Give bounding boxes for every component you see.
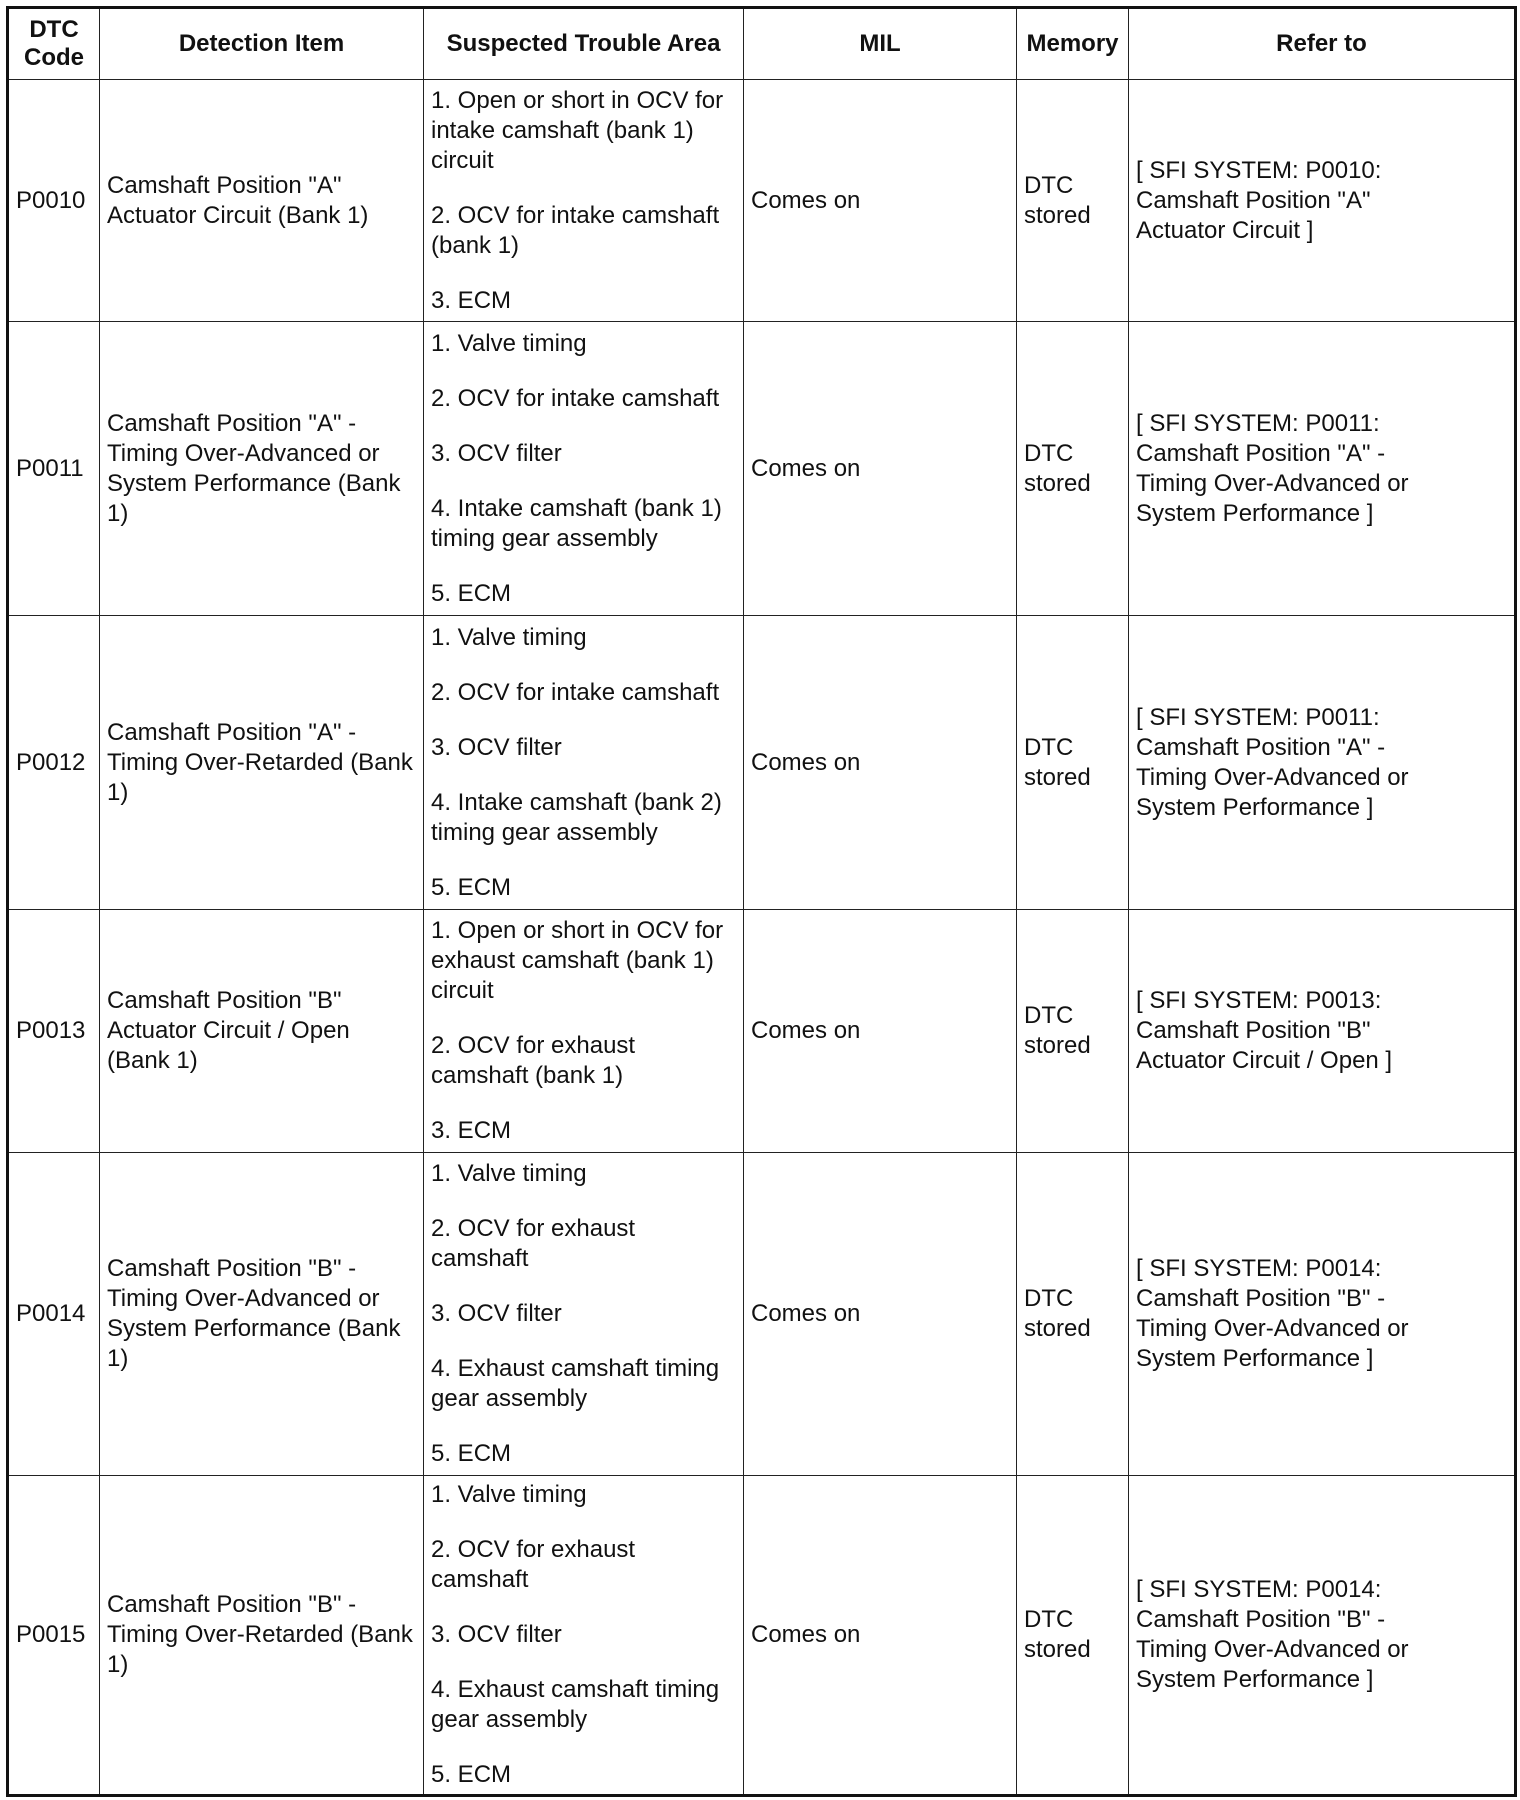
trouble-area-item: 5. ECM bbox=[431, 873, 512, 901]
mil-status: Comes on bbox=[744, 910, 1017, 1153]
detection-item: Camshaft Position "B" Actuator Circuit / Open (Bank 1) bbox=[100, 910, 424, 1153]
memory-line: DTC bbox=[1024, 439, 1074, 467]
table-row bbox=[8, 616, 1516, 910]
memory-status bbox=[1017, 80, 1129, 322]
memory-line: DTC bbox=[1024, 1285, 1074, 1312]
refer-line: System Performance ] bbox=[1136, 1666, 1374, 1693]
table-row bbox=[8, 1153, 1516, 1476]
detection-item: Camshaft Position "A" - Timing Over-Retarded (Bank 1) bbox=[100, 616, 424, 910]
trouble-area-item: 4. Exhaust camshaft timing gear assembly bbox=[431, 1355, 720, 1412]
header-suspected-trouble-area: Suspected Trouble Area bbox=[424, 8, 744, 80]
trouble-area-item: 4. Intake camshaft (bank 1) timing gear assembly bbox=[431, 494, 722, 552]
refer-line: Timing Over-Advanced or bbox=[1136, 1315, 1409, 1342]
refer-line: [ SFI SYSTEM: P0011: bbox=[1136, 703, 1380, 731]
refer-line: Timing Over-Advanced or bbox=[1136, 469, 1409, 497]
trouble-area-item: 3. ECM bbox=[431, 286, 512, 314]
memory-line: stored bbox=[1024, 763, 1091, 791]
header-dtc-code: DTC Code bbox=[8, 8, 100, 80]
memory-line: stored bbox=[1024, 201, 1091, 229]
trouble-area-item: 5. ECM bbox=[431, 1440, 512, 1467]
detection-item: Camshaft Position "A" - Timing Over-Advanced or System Performance (Bank 1) bbox=[100, 322, 424, 616]
suspected-trouble-area bbox=[424, 1153, 744, 1476]
memory-status bbox=[1017, 1153, 1129, 1476]
trouble-area-item: 2. OCV for intake camshaft bbox=[431, 678, 720, 706]
trouble-area-item: 1. Valve timing bbox=[431, 1481, 587, 1508]
memory-status bbox=[1017, 616, 1129, 910]
trouble-area-item: 1. Valve timing bbox=[431, 623, 587, 651]
refer-to-link[interactable] bbox=[1129, 80, 1516, 322]
refer-line: Camshaft Position "A" bbox=[1136, 186, 1371, 214]
memory-status bbox=[1017, 322, 1129, 616]
table-row bbox=[8, 80, 1516, 322]
trouble-area-item: 1. Valve timing bbox=[431, 1160, 587, 1187]
refer-line: Camshaft Position "B" - bbox=[1136, 1606, 1386, 1633]
suspected-trouble-area bbox=[424, 910, 744, 1153]
refer-line: Camshaft Position "B" bbox=[1136, 1017, 1371, 1044]
dtc-code: P0012 bbox=[8, 616, 100, 910]
refer-line: Camshaft Position "A" - bbox=[1136, 439, 1386, 467]
mil-status: Comes on bbox=[744, 80, 1017, 322]
refer-to-link[interactable] bbox=[1129, 322, 1516, 616]
memory-line: DTC bbox=[1024, 1606, 1074, 1633]
trouble-area-item: 3. OCV filter bbox=[431, 439, 562, 467]
memory-status bbox=[1017, 1476, 1129, 1796]
suspected-trouble-area bbox=[424, 322, 744, 616]
header-mil: MIL bbox=[744, 8, 1017, 80]
memory-line: DTC bbox=[1024, 171, 1074, 199]
mil-status: Comes on bbox=[744, 322, 1017, 616]
memory-line: DTC bbox=[1024, 733, 1074, 761]
suspected-trouble-area bbox=[424, 80, 744, 322]
refer-line: [ SFI SYSTEM: P0010: bbox=[1136, 156, 1382, 184]
memory-line: stored bbox=[1024, 1032, 1091, 1059]
header-row bbox=[8, 8, 1516, 80]
trouble-area-item: 1. Open or short in OCV for intake camshaft (bank 1) circuit bbox=[431, 86, 724, 174]
refer-line: System Performance ] bbox=[1136, 793, 1374, 821]
dtc-table bbox=[6, 6, 1517, 1797]
trouble-area-item: 3. OCV filter bbox=[431, 1300, 562, 1327]
trouble-area-item: 2. OCV for exhaust camshaft (bank 1) bbox=[431, 1032, 636, 1089]
trouble-area-item: 4. Exhaust camshaft timing gear assembly bbox=[431, 1676, 720, 1733]
refer-to-link[interactable] bbox=[1129, 616, 1516, 910]
trouble-area-item: 4. Intake camshaft (bank 2) timing gear assembly bbox=[431, 788, 722, 846]
refer-line: [ SFI SYSTEM: P0014: bbox=[1136, 1255, 1382, 1282]
table-row bbox=[8, 910, 1516, 1153]
refer-line: System Performance ] bbox=[1136, 499, 1374, 527]
refer-to-link[interactable] bbox=[1129, 1153, 1516, 1476]
refer-line: [ SFI SYSTEM: P0014: bbox=[1136, 1576, 1382, 1603]
trouble-area-item: 5. ECM bbox=[431, 579, 512, 607]
trouble-area-item: 3. OCV filter bbox=[431, 1621, 562, 1648]
trouble-area-item: 3. OCV filter bbox=[431, 733, 562, 761]
suspected-trouble-area bbox=[424, 616, 744, 910]
mil-status: Comes on bbox=[744, 1476, 1017, 1796]
detection-item: Camshaft Position "B" - Timing Over-Advanced or System Performance (Bank 1) bbox=[100, 1153, 424, 1476]
refer-to-link[interactable] bbox=[1129, 910, 1516, 1153]
dtc-code: P0015 bbox=[8, 1476, 100, 1796]
dtc-code: P0010 bbox=[8, 80, 100, 322]
memory-line: DTC bbox=[1024, 1002, 1074, 1029]
refer-line: System Performance ] bbox=[1136, 1345, 1374, 1372]
memory-line: stored bbox=[1024, 1315, 1091, 1342]
suspected-trouble-area bbox=[424, 1476, 744, 1796]
refer-to-link[interactable] bbox=[1129, 1476, 1516, 1796]
refer-line: Actuator Circuit ] bbox=[1136, 216, 1314, 244]
dtc-code: P0014 bbox=[8, 1153, 100, 1476]
dtc-code: P0013 bbox=[8, 910, 100, 1153]
refer-line: [ SFI SYSTEM: P0013: bbox=[1136, 987, 1382, 1014]
mil-status: Comes on bbox=[744, 616, 1017, 910]
detection-item: Camshaft Position "A" Actuator Circuit (Bank 1) bbox=[100, 80, 424, 322]
header-detection-item: Detection Item bbox=[100, 8, 424, 80]
refer-line: Camshaft Position "B" - bbox=[1136, 1285, 1386, 1312]
trouble-area-item: 2. OCV for exhaust camshaft bbox=[431, 1215, 636, 1272]
trouble-area-item: 2. OCV for intake camshaft bbox=[431, 384, 720, 412]
header-memory: Memory bbox=[1017, 8, 1129, 80]
trouble-area-item: 5. ECM bbox=[431, 1761, 512, 1788]
header-refer-to: Refer to bbox=[1129, 8, 1516, 80]
refer-line: Actuator Circuit / Open ] bbox=[1136, 1047, 1393, 1074]
table-row bbox=[8, 322, 1516, 616]
refer-line: [ SFI SYSTEM: P0011: bbox=[1136, 409, 1380, 437]
trouble-area-item: 1. Open or short in OCV for exhaust camshaft (bank 1) circuit bbox=[431, 917, 724, 1004]
dtc-code: P0011 bbox=[8, 322, 100, 616]
trouble-area-item: 2. OCV for intake camshaft (bank 1) bbox=[431, 201, 720, 259]
refer-line: Timing Over-Advanced or bbox=[1136, 1636, 1409, 1663]
trouble-area-item: 2. OCV for exhaust camshaft bbox=[431, 1536, 636, 1593]
table-row bbox=[8, 1476, 1516, 1796]
memory-line: stored bbox=[1024, 1636, 1091, 1663]
memory-line: stored bbox=[1024, 469, 1091, 497]
refer-line: Camshaft Position "A" - bbox=[1136, 733, 1386, 761]
memory-status bbox=[1017, 910, 1129, 1153]
trouble-area-item: 1. Valve timing bbox=[431, 329, 587, 357]
trouble-area-item: 3. ECM bbox=[431, 1117, 512, 1144]
detection-item: Camshaft Position "B" - Timing Over-Retarded (Bank 1) bbox=[100, 1476, 424, 1796]
refer-line: Timing Over-Advanced or bbox=[1136, 763, 1409, 791]
mil-status: Comes on bbox=[744, 1153, 1017, 1476]
